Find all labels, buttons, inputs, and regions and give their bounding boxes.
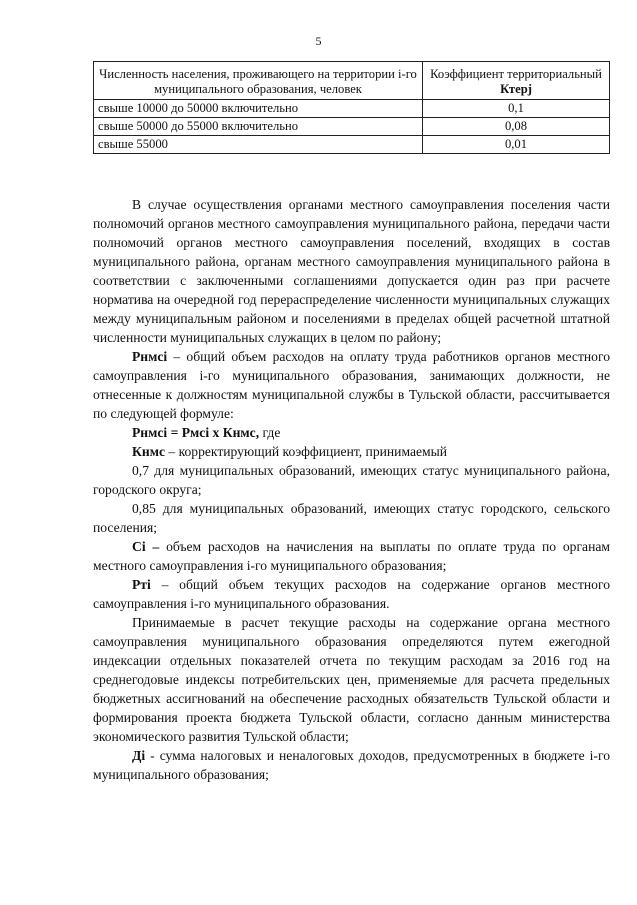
paragraph-text: – корректирующий коэффициент, принимаемый — [164, 444, 448, 459]
paragraph-text: объем расходов на начисления на выплаты по оплате труда по органам местного самоуправления i-го муниципального образования; — [93, 539, 610, 573]
document-body — [93, 195, 610, 784]
paragraph-rti — [93, 575, 610, 613]
page-number: 5 — [315, 34, 322, 48]
header-population: Численность населения, проживающего на территории i-го муниципального образования, человек — [94, 62, 423, 100]
term-knms: Кнмс — [132, 444, 165, 459]
coefficient-table — [93, 61, 610, 154]
paragraph-text: – общий объем текущих расходов на содержание органов местного самоуправления i-го муниципального образования. — [93, 577, 610, 611]
table-row — [94, 136, 610, 154]
term-rnmsi: Рнмсі — [132, 349, 168, 364]
coefficient-value: 0,01 — [423, 136, 610, 154]
paragraph-di — [93, 746, 610, 784]
header-coefficient — [423, 62, 610, 100]
formula: Рнмсі = Рмсі х Кнмс, — [132, 425, 260, 440]
coefficient-value: 0,08 — [423, 118, 610, 136]
paragraph-rnmsi — [93, 347, 610, 423]
header-coefficient-label: Коэффициент территориальный — [430, 67, 602, 81]
paragraph-coef-settlement: 0,85 для муниципальных образований, имеющих статус городского, сельского поселения; — [93, 501, 610, 535]
paragraph-text: – общий объем расходов на оплату труда работников органов местного самоуправления i-го муниципального образования, занимающих должности, не отнесенные к должностям муниципальной службы в Тульской области, рассчитывается по следующей формуле: — [93, 349, 610, 421]
paragraph-text: - сумма налоговых и неналоговых доходов, предусмотренных в бюджете i-го муниципального образования; — [93, 748, 610, 782]
term-rti: Рті — [132, 577, 151, 592]
term-ci: Сі – — [132, 539, 160, 554]
paragraph-formula — [93, 423, 610, 442]
term-di: Ді — [132, 748, 146, 763]
population-range: свыше 10000 до 50000 включительно — [94, 100, 423, 118]
table-row — [94, 100, 610, 118]
table-row — [94, 118, 610, 136]
paragraph-text: где — [259, 425, 281, 440]
paragraph-ci — [93, 537, 610, 575]
population-range: свыше 55000 — [94, 136, 423, 154]
paragraph-knms — [93, 442, 610, 461]
paragraph-coef-district: 0,7 для муниципальных образований, имеющих статус муниципального района, городского округа; — [93, 463, 610, 497]
paragraph-current-expenses: Принимаемые в расчет текущие расходы на содержание органа местного самоуправления муниципального образования определяются путем ежегодной индексации отдельных показателей отчета по текущим расходам за 2016 год на среднегодовые индексы потребительских цен, применяемые для расчета предельных бюджетных ассигнований на обеспечение расходных обязательств Тульской области и формирования проекта бюджета Тульской области, согласно данным министерства экономического развития Тульской области; — [93, 615, 610, 744]
header-coefficient-symbol: Ктерj — [500, 81, 532, 96]
coefficient-value: 0,1 — [423, 100, 610, 118]
population-range: свыше 50000 до 55000 включительно — [94, 118, 423, 136]
table-header-row — [94, 62, 610, 100]
paragraph-redistribution: В случае осуществления органами местного самоуправления поселения части полномочий органов местного самоуправления муниципального района, передачи части полномочий органов местного самоуправления поселений, входящих в состав муниципального района, органам местного самоуправления муниципального района в соответствии с заключенными соглашениями допускается один раз при расчете норматива на очередной год перераспределение численности муниципальных служащих между муниципальным районом и поселениями в пределах общей расчетной штатной численности муниципальных служащих в целом по району; — [93, 197, 610, 345]
